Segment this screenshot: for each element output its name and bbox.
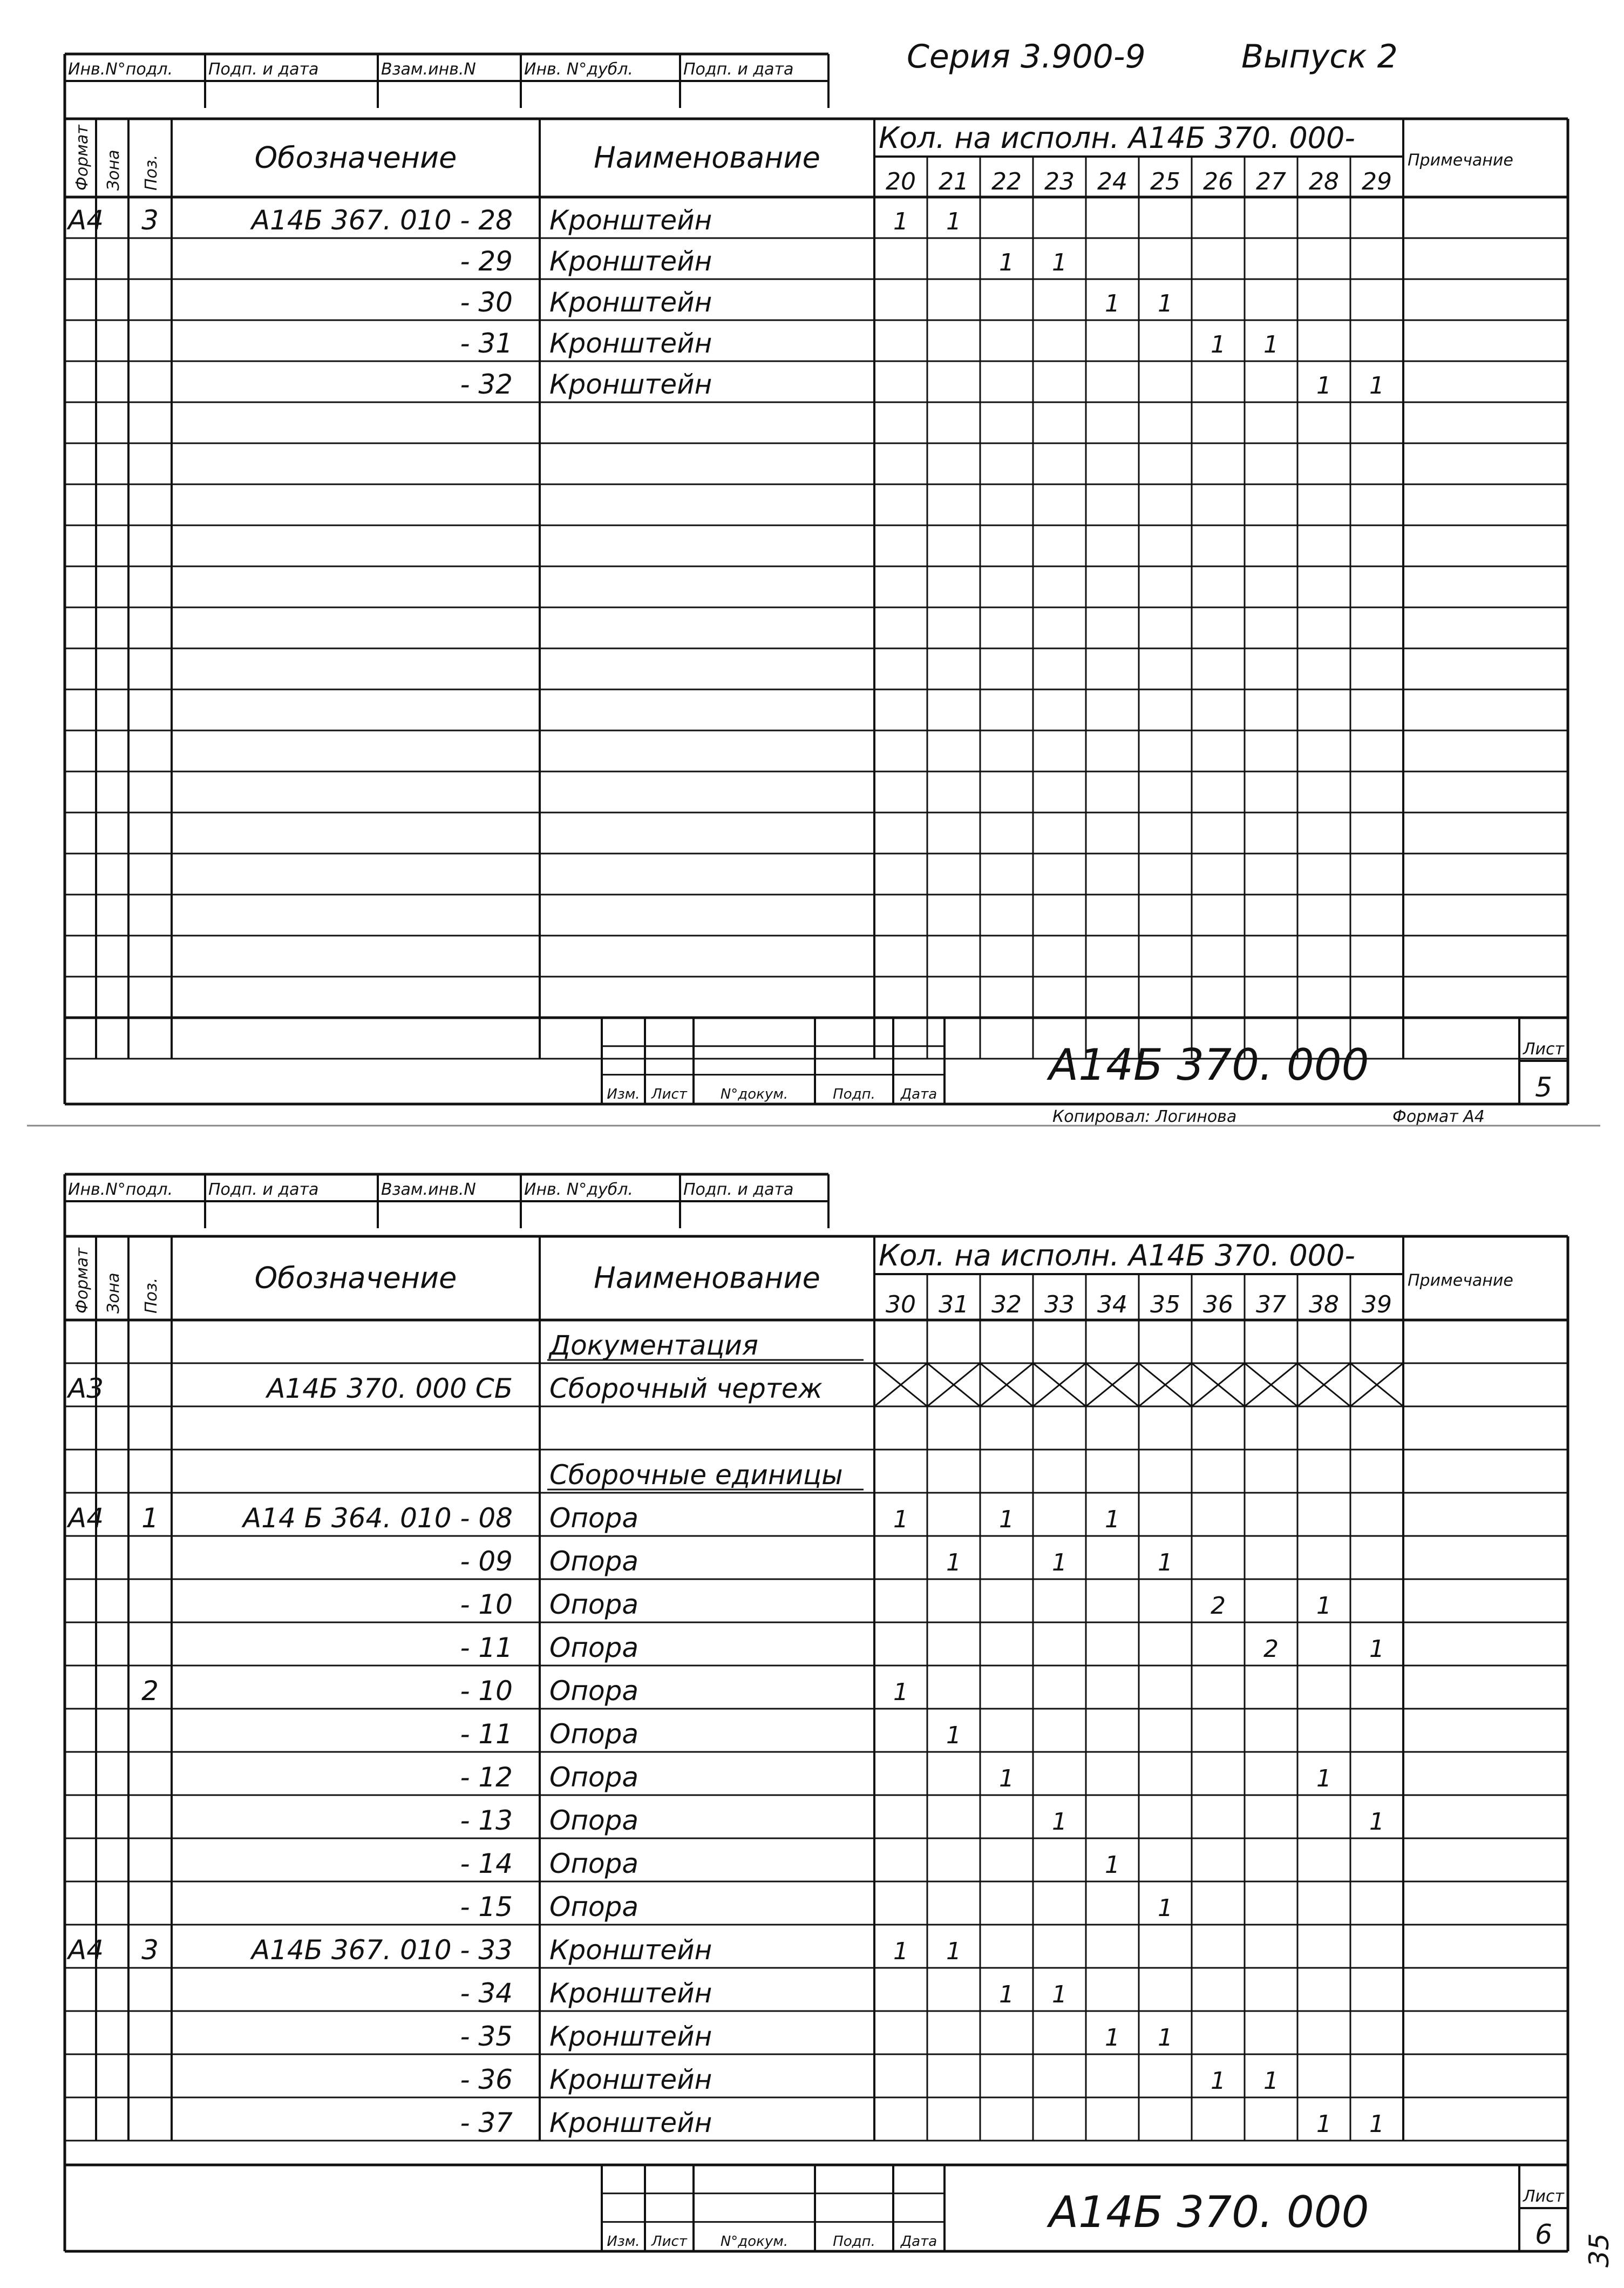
qty-column-header: 21: [939, 168, 969, 195]
title-block-label: Подп.: [833, 1086, 875, 1102]
cell-name: Опора: [549, 1805, 639, 1836]
sheet-label: Лист: [1523, 1040, 1565, 1059]
cell-name: Кронштейн: [549, 2064, 712, 2095]
cell-name: Кронштейн: [549, 246, 712, 277]
stamp-label: Подп. и дата: [208, 1180, 319, 1199]
sheet-number: 6: [1535, 2219, 1552, 2250]
cell-designation: - 30: [460, 287, 513, 318]
cell-pos: 3: [141, 205, 159, 236]
table-row: [460, 2021, 1173, 2052]
cell-qty: 1: [1158, 2024, 1173, 2052]
table-row: [460, 2107, 1384, 2138]
cell-designation: - 34: [460, 1978, 513, 2009]
title-block-label: Изм.: [607, 2233, 640, 2250]
qty-column-header: 38: [1309, 1291, 1339, 1318]
cell-designation: - 35: [460, 2021, 513, 2052]
qty-column-header: 34: [1097, 1291, 1127, 1318]
stamp-label: Инв.N°подл.: [68, 1180, 173, 1199]
cell-name: Опора: [549, 1762, 639, 1793]
cell-designation: - 10: [460, 1589, 513, 1620]
cell-designation: - 32: [460, 369, 513, 400]
title-block-label: Изм.: [607, 1086, 640, 1102]
cell-name: Опора: [549, 1632, 639, 1663]
cell-qty: 1: [999, 1981, 1014, 2008]
cell-qty: 1: [1316, 372, 1331, 400]
cell-qty: 1: [1158, 1549, 1173, 1576]
title-block-label: Подп.: [833, 2233, 875, 2250]
title-block-label: N°докум.: [720, 2233, 789, 2250]
cell-designation: - 14: [460, 1848, 513, 1879]
cell-designation: А14 Б 364. 010 - 08: [242, 1502, 513, 1534]
cell-qty: 1: [946, 1938, 961, 1965]
cell-qty: 1: [1105, 290, 1120, 317]
cell-designation: - 15: [460, 1891, 513, 1923]
cell-qty: 1: [1052, 1808, 1067, 1836]
cell-qty: 1: [946, 208, 961, 235]
cell-name: Сборочный чертеж: [549, 1373, 823, 1404]
cell-qty: 1: [1158, 290, 1173, 317]
qty-column-header: 33: [1044, 1291, 1075, 1318]
title-block-label: Дата: [900, 2233, 937, 2250]
stamp-label: Взам.инв.N: [381, 60, 476, 79]
cell-qty: 1: [1211, 2067, 1226, 2095]
cell-format: А4: [68, 205, 104, 236]
issue-label: Выпуск 2: [1241, 38, 1398, 76]
header-pos: Поз.: [142, 1277, 161, 1314]
cell-qty: 1: [893, 1938, 908, 1965]
cell-name: Кронштейн: [549, 1978, 712, 2009]
cell-pos: 1: [141, 1502, 159, 1534]
stamp-label: Подп. и дата: [683, 1180, 794, 1199]
title-block-label: Лист: [651, 2233, 687, 2250]
cell-designation: - 36: [460, 2064, 513, 2095]
cell-designation: А14Б 370. 000 СБ: [267, 1373, 513, 1404]
cell-designation: А14Б 367. 010 - 28: [251, 205, 513, 236]
table-row: [460, 1805, 1384, 1836]
cell-name: Опора: [549, 1589, 639, 1620]
cell-name: Кронштейн: [549, 369, 712, 400]
table-row: [460, 287, 1173, 318]
cell-designation: А14Б 367. 010 - 33: [251, 1934, 513, 1966]
header-note: Примечание: [1408, 151, 1513, 170]
cell-name: Опора: [549, 1718, 639, 1750]
cell-designation: - 13: [460, 1805, 513, 1836]
cell-designation: - 11: [460, 1718, 513, 1750]
series-label: Серия 3.900-9: [907, 38, 1146, 76]
qty-column-header: 22: [991, 168, 1022, 195]
table-row: [141, 1675, 908, 1707]
header-note: Примечание: [1408, 1271, 1513, 1290]
header-qty-group: Кол. на исполн. А14Б 370. 000-: [879, 1238, 1355, 1272]
qty-column-header: 25: [1150, 168, 1180, 195]
qty-column-header: 20: [886, 168, 916, 195]
cell-designation: - 10: [460, 1675, 513, 1707]
sheet-number: 5: [1535, 1072, 1552, 1103]
document-code: А14Б 370. 000: [1049, 1040, 1369, 1090]
cell-qty: 2: [1263, 1635, 1279, 1663]
cell-qty: 1: [1316, 1592, 1331, 1620]
copied-by-label: Копировал: Логинова: [1052, 1107, 1237, 1126]
cell-qty: 1: [1369, 1635, 1384, 1663]
cell-designation: - 37: [460, 2107, 513, 2138]
header-qty-group: Кол. на исполн. А14Б 370. 000-: [879, 121, 1355, 155]
table-row: [460, 328, 1279, 359]
cell-name: Кронштейн: [549, 287, 712, 318]
format-label: Формат А4: [1392, 1107, 1485, 1126]
cell-qty: 1: [946, 1722, 961, 1749]
stamp-label: Инв. N°дубл.: [524, 60, 633, 79]
table-row: [547, 1330, 864, 1361]
cell-name: Кронштейн: [549, 2021, 712, 2052]
cell-qty: 1: [1369, 372, 1384, 400]
cell-name: Опора: [549, 1675, 639, 1707]
cell-designation: - 31: [460, 328, 513, 359]
qty-column-header: 24: [1097, 168, 1127, 195]
cell-designation: - 09: [460, 1546, 513, 1577]
table-row: [460, 1848, 1120, 1879]
cell-qty: 1: [1369, 2110, 1384, 2138]
cell-format: А4: [68, 1502, 104, 1534]
table-row: [66, 205, 961, 236]
cell-qty: 1: [1158, 1894, 1173, 1922]
qty-column-header: 35: [1150, 1291, 1180, 1318]
qty-column-header: 32: [991, 1291, 1022, 1318]
table-row: [460, 246, 1067, 277]
title-block-label: Лист: [651, 1086, 687, 1102]
stamp-label: Инв. N°дубл.: [524, 1180, 633, 1199]
table-row: [66, 1502, 1120, 1534]
document-code: А14Б 370. 000: [1049, 2187, 1369, 2237]
table-row: [460, 1891, 1173, 1923]
cell-qty: 2: [1211, 1592, 1226, 1620]
table-row: [547, 1459, 864, 1491]
qty-column-header: 31: [939, 1291, 969, 1318]
cell-name: Кронштейн: [549, 2107, 712, 2138]
page-mark: 35: [1584, 2233, 1615, 2267]
cell-qty: 1: [893, 1678, 908, 1706]
header-name: Наименование: [594, 1261, 820, 1295]
cell-qty: 1: [1211, 331, 1226, 358]
cell-qty: 1: [946, 1549, 961, 1576]
qty-column-header: 28: [1309, 168, 1339, 195]
header-name: Наименование: [594, 140, 820, 175]
cell-name: Опора: [549, 1546, 639, 1577]
cell-qty: 1: [1052, 1981, 1067, 2008]
table-row: [460, 2064, 1279, 2095]
stamp-label: Подп. и дата: [683, 60, 794, 79]
cell-name: Опора: [549, 1502, 639, 1534]
cell-name: Сборочные единицы: [549, 1459, 843, 1491]
title-block-label: N°докум.: [720, 1086, 789, 1102]
cell-designation: - 29: [460, 246, 513, 277]
qty-column-header: 36: [1203, 1291, 1233, 1318]
cell-qty: 1: [1105, 1506, 1120, 1533]
cell-qty: 1: [1369, 1808, 1384, 1836]
cell-qty: 1: [1052, 249, 1067, 276]
cell-qty: 1: [999, 249, 1014, 276]
stamp-label: Инв.N°подл.: [68, 60, 173, 79]
cell-qty: 1: [1105, 1851, 1120, 1879]
stamp-label: Взам.инв.N: [381, 1180, 476, 1199]
table-row: [66, 1363, 1403, 1406]
cell-pos: 3: [141, 1934, 159, 1966]
table-row: [460, 1978, 1067, 2009]
table-row: [460, 1762, 1331, 1793]
qty-column-header: 26: [1203, 168, 1233, 195]
cell-qty: 1: [1263, 2067, 1279, 2095]
cell-name: Опора: [549, 1848, 639, 1879]
sheet-2: [65, 1174, 1615, 2267]
header-pos: Поз.: [142, 154, 161, 191]
cell-designation: - 11: [460, 1632, 513, 1663]
table-row: [460, 369, 1384, 400]
header-zone: Зона: [104, 150, 123, 191]
cell-pos: 2: [141, 1675, 159, 1707]
stamp-label: Подп. и дата: [208, 60, 319, 79]
header-designation: Обозначение: [254, 140, 457, 175]
cell-format: А3: [68, 1373, 104, 1404]
table-row: [66, 1934, 961, 1966]
header-format: Формат: [73, 1248, 92, 1314]
cell-qty: 1: [1105, 2024, 1120, 2052]
cell-qty: 1: [1316, 2110, 1331, 2138]
cell-qty: 1: [1316, 1765, 1331, 1792]
qty-column-header: 27: [1256, 168, 1286, 195]
cell-qty: 1: [999, 1506, 1014, 1533]
cell-name: Кронштейн: [549, 205, 712, 236]
cell-name: Документация: [549, 1330, 758, 1361]
qty-column-header: 29: [1362, 168, 1392, 195]
table-row: [460, 1718, 961, 1750]
cell-qty: 1: [999, 1765, 1014, 1792]
title-block-label: Дата: [900, 1086, 937, 1102]
header-format: Формат: [73, 125, 92, 191]
qty-column-header: 23: [1044, 168, 1075, 195]
cell-qty: 1: [1052, 1549, 1067, 1576]
qty-column-header: 30: [886, 1291, 916, 1318]
sheet-1: [65, 54, 1568, 1126]
table-row: [460, 1546, 1173, 1577]
header-zone: Зона: [104, 1272, 123, 1314]
cell-format: А4: [68, 1934, 104, 1966]
cell-qty: 1: [893, 1506, 908, 1533]
cell-qty: 1: [893, 208, 908, 235]
sheet-label: Лист: [1523, 2187, 1565, 2206]
qty-column-header: 37: [1256, 1291, 1286, 1318]
table-row: [460, 1632, 1384, 1663]
cell-name: Кронштейн: [549, 1934, 712, 1966]
cell-qty: 1: [1263, 331, 1279, 358]
header-designation: Обозначение: [254, 1261, 457, 1295]
cell-designation: - 12: [460, 1762, 513, 1793]
qty-column-header: 39: [1362, 1291, 1392, 1318]
table-row: [460, 1589, 1331, 1620]
cell-name: Кронштейн: [549, 328, 712, 359]
cell-name: Опора: [549, 1891, 639, 1923]
